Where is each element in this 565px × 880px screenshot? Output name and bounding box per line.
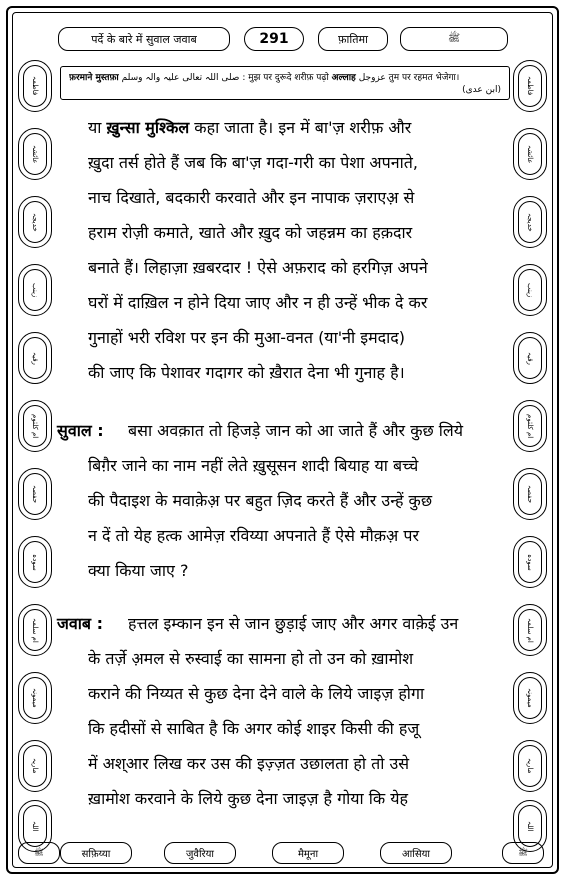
side-cartouche-inner <box>23 677 47 719</box>
side-cartouche-text: ماریہ <box>526 758 534 774</box>
body-line-6: घरों में दाख़िल न होने दिया जाए और न ही उन्हें भीक दे कर <box>88 293 428 312</box>
side-cartouche-text: زینب <box>526 282 534 298</box>
side-cartouche-left <box>18 128 52 180</box>
body-line-7: गुनाहों भरी रविश पर इन की मुआ-वनत (या'नी इमदाद) <box>88 328 406 347</box>
side-cartouche-inner <box>518 541 542 583</box>
side-cartouche-text: خدیجہ <box>526 212 534 232</box>
banner-text-1: : मुझ पर दुरूदे शरीफ़ पढ़ो <box>242 73 329 83</box>
line-1-pre: या <box>88 118 107 137</box>
side-cartouche-inner <box>23 541 47 583</box>
side-cartouche-inner <box>23 133 47 175</box>
side-cartouche-inner <box>518 65 542 107</box>
side-cartouche-text: عائشہ <box>31 144 39 164</box>
side-cartouche-text: سودہ <box>31 553 39 571</box>
side-cartouche-right <box>513 400 547 452</box>
side-cartouche-inner <box>23 745 47 787</box>
side-cartouche-inner <box>518 473 542 515</box>
side-cartouche-inner <box>518 805 542 847</box>
side-cartouche-text: حفصہ <box>526 484 534 504</box>
side-cartouche-text: حفصہ <box>31 484 39 504</box>
side-cartouche-left <box>18 672 52 724</box>
side-cartouche-text: ماریہ <box>31 758 39 774</box>
page-number: 291 <box>244 27 304 51</box>
side-cartouche-text: ام سلمہ <box>31 617 39 643</box>
side-cartouche-inner <box>23 65 47 107</box>
side-cartouche-inner <box>23 473 47 515</box>
hadith-banner <box>60 66 510 100</box>
side-cartouche-text: ام کلثوم <box>526 413 534 439</box>
banner-allah: अल्लाह <box>331 73 356 83</box>
side-cartouche-text: اللہ <box>526 820 534 832</box>
side-cartouche-text: زینب <box>31 282 39 298</box>
banner-source: (ابن عدی) <box>462 85 501 95</box>
side-cartouche-inner <box>23 337 47 379</box>
side-cartouche-inner <box>518 677 542 719</box>
side-cartouche-inner <box>23 805 47 847</box>
question-line-5: क्या किया जाए ? <box>88 561 189 580</box>
question-label: सुवाल : <box>57 421 104 440</box>
footer-name-4: आसिया <box>380 842 452 864</box>
side-cartouche-right <box>513 332 547 384</box>
side-cartouche-left <box>18 740 52 792</box>
side-cartouche-inner <box>23 269 47 311</box>
banner-azza: عزوجل <box>358 73 386 83</box>
question-line-3: की पैदाइश के मवाक़ेअ़ पर बहुत ज़िद करते हैं और उन्हें कुछ <box>88 491 433 510</box>
side-cartouche-text: فاطمہ <box>526 76 534 96</box>
side-cartouche-right <box>513 128 547 180</box>
footer-name-3: मैमूना <box>272 842 344 864</box>
side-cartouche-left <box>18 332 52 384</box>
header-name-cartouche: फ़ातिमा <box>318 27 388 51</box>
side-cartouche-right <box>513 604 547 656</box>
side-cartouche-left <box>18 400 52 452</box>
question-line-1: बसा अवक़ात तो हिजड़े जान को आ जाते हैं और कुछ लिये <box>128 421 464 440</box>
body-line-1 <box>88 117 411 139</box>
side-cartouche-left <box>18 536 52 588</box>
answer-line-6: ख़ामोश करवाने के लिये कुछ देना जाइज़ है गोया कि येह <box>88 789 409 808</box>
side-cartouche-right <box>513 740 547 792</box>
side-cartouche-inner <box>23 405 47 447</box>
side-cartouche-inner <box>518 745 542 787</box>
side-cartouche-text: اللہ <box>31 820 39 832</box>
side-cartouche-text: رقیہ <box>31 351 39 365</box>
side-cartouche-left <box>18 264 52 316</box>
side-cartouche-inner <box>518 133 542 175</box>
body-line-8: की जाए कि पेशावर गदागर को ख़ैरात देना भी गुनाह है। <box>88 363 405 382</box>
side-cartouche-right <box>513 468 547 520</box>
side-cartouche-inner <box>518 337 542 379</box>
question-line-2: बिग़ैर जाने का नाम नहीं लेते ख़ुसूसन शादी बियाह या बच्चे <box>88 456 419 475</box>
footer-name-1: सफ़िय्या <box>60 842 132 864</box>
body-line-3: नाच दिखाते, बदकारी करवाते और इन नापाक ज़राएअ़ से <box>88 188 415 207</box>
side-cartouche-inner <box>518 609 542 651</box>
answer-line-1: हत्तल इम्कान इन से जान छुड़ाई जाए और अगर वाक़ेई उन <box>128 614 459 633</box>
side-cartouche-text: خدیجہ <box>31 212 39 232</box>
side-cartouche-text: میمونہ <box>526 688 534 708</box>
side-cartouche-right <box>513 672 547 724</box>
side-cartouche-inner <box>23 609 47 651</box>
side-cartouche-right <box>513 60 547 112</box>
side-cartouche-text: میمونہ <box>31 688 39 708</box>
answer-label: जवाब : <box>57 614 104 633</box>
side-cartouche-inner <box>23 201 47 243</box>
footer-name-2: जुवैरिया <box>164 842 236 864</box>
answer-line-5: में अश्आर लिख कर उस की इज़्ज़त उछालता हो तो उसे <box>88 754 410 773</box>
side-cartouche-text: ام سلمہ <box>526 617 534 643</box>
footer-corner-left: ﷺ <box>18 842 60 864</box>
answer-line-4: कि हदीसों से साबित है कि अगर कोई शाइर किसी की हजू <box>88 719 420 738</box>
side-cartouche-right <box>513 536 547 588</box>
side-cartouche-text: عائشہ <box>526 144 534 164</box>
side-cartouche-right <box>513 196 547 248</box>
side-cartouche-text: فاطمہ <box>31 76 39 96</box>
body-line-2: ख़ुदा तर्स होते हैं जब कि बा'ज़ गदा-गरी का पेशा अपनाते, <box>88 153 418 172</box>
side-cartouche-left <box>18 196 52 248</box>
answer-line-3: कराने की निय्यत से कुछ देना देने वाले के लिये जाइज़ होगा <box>88 684 425 703</box>
side-cartouche-left <box>18 60 52 112</box>
header-calligraphy-cartouche: ﷺ <box>400 27 508 51</box>
side-cartouche-inner <box>518 405 542 447</box>
side-cartouche-inner <box>518 269 542 311</box>
answer-line-2: के तर्ज़े अ़मल से रुस्वाई का सामना हो तो उन को ख़ामोश <box>88 649 414 668</box>
side-cartouche-inner <box>518 201 542 243</box>
side-cartouche-right <box>513 264 547 316</box>
side-cartouche-left <box>18 604 52 656</box>
line-1-term: ख़ुन्सा मुश्किल <box>106 118 190 137</box>
footer-corner-right: ﷺ <box>502 842 544 864</box>
line-1-post: कहा जाता है। इन में बा'ज़ शरीफ़ और <box>189 118 412 137</box>
side-cartouche-text: سودہ <box>526 553 534 571</box>
body-line-5: बनाते हैं। लिहाज़ा ख़बरदार ! ऐसे अफ़राद को हरगिज़ अपने <box>88 258 428 277</box>
book-title: पर्दे के बारे में सुवाल जवाब <box>58 27 230 51</box>
banner-text-2: तुम पर रहमत भेजेगा। <box>388 73 460 83</box>
side-cartouche-text: رقیہ <box>526 351 534 365</box>
banner-salutation: صلی اللہ تعالی علیہ والہ وسلم <box>121 73 240 83</box>
side-cartouche-text: ام کلثوم <box>31 413 39 439</box>
question-line-4: न दें तो येह हत्क आमेज़ रविय्या अपनाते हैं ऐसे मौक़अ़ पर <box>88 526 419 545</box>
banner-prefix: फ़रमाने मुस्तफ़ा <box>69 73 119 83</box>
side-cartouche-left <box>18 468 52 520</box>
body-line-4: हराम रोज़ी कमाते, खाते और ख़ुद को जहन्नम का हक़दार <box>88 223 413 242</box>
